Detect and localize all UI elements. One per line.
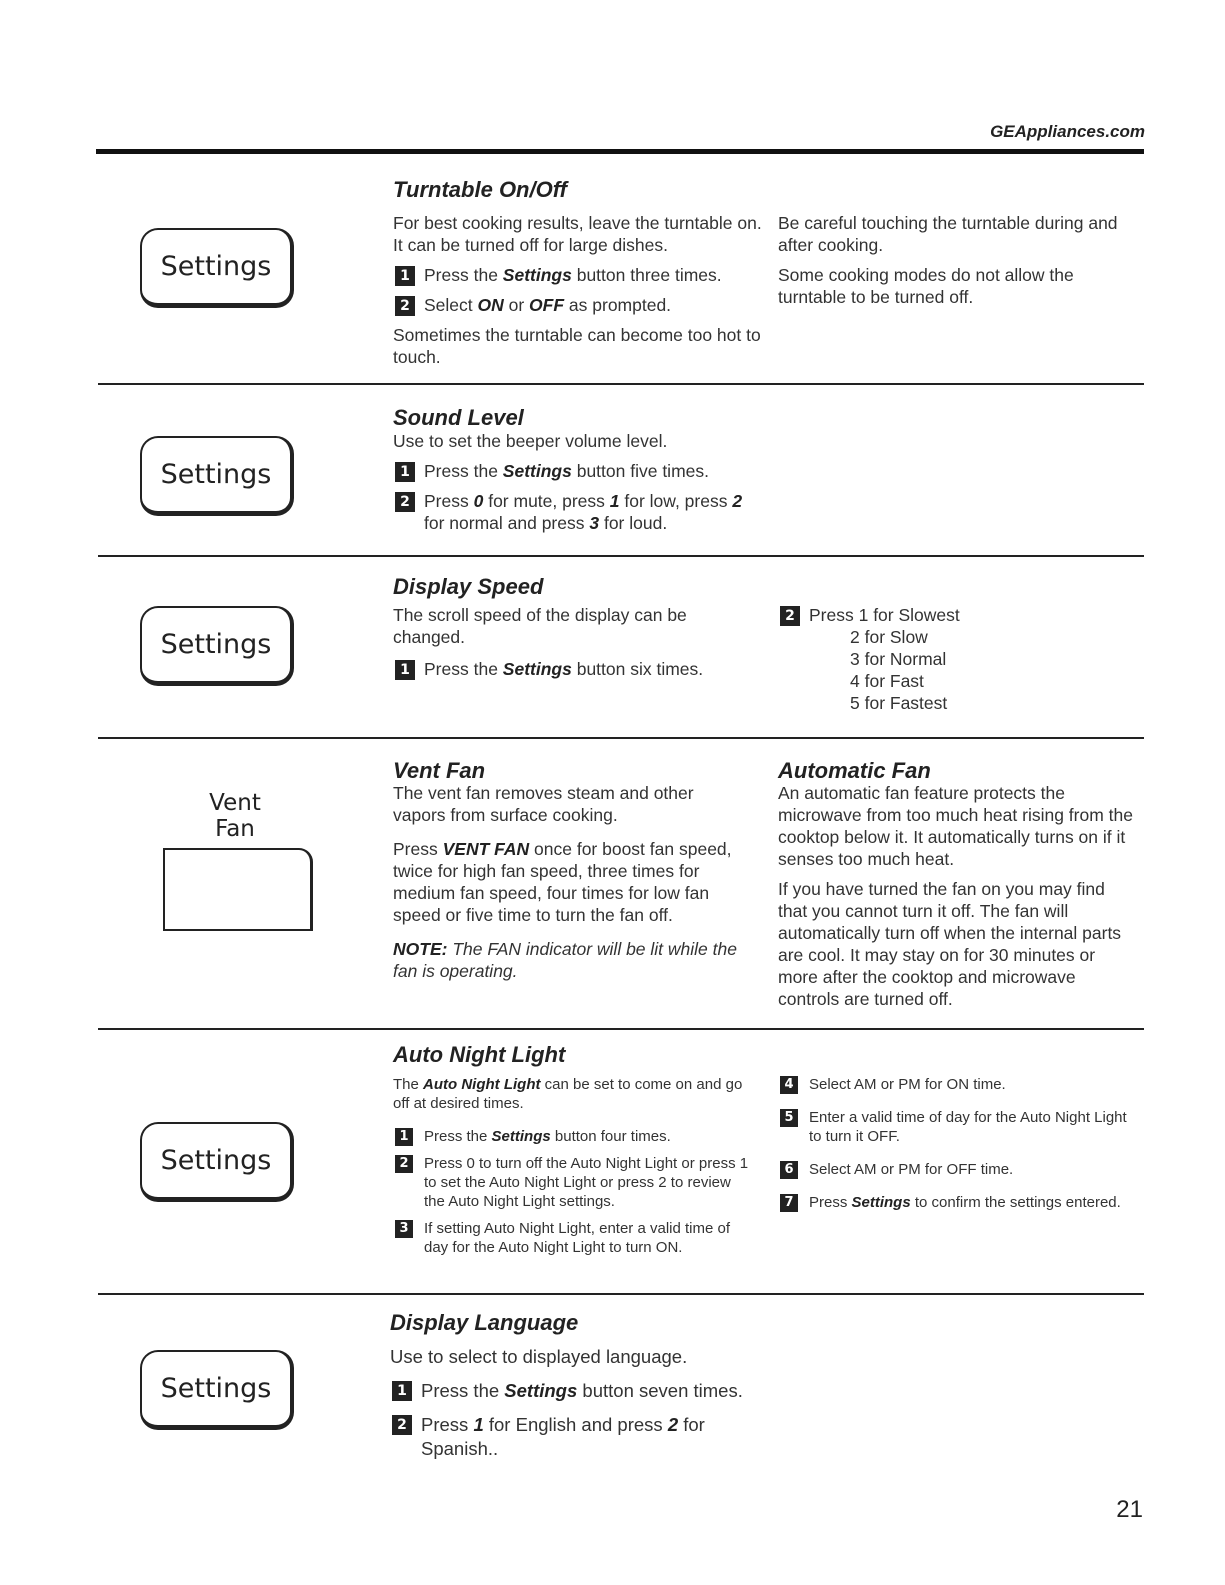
night-light-step-4: 4 Select AM or PM for ON time. <box>778 1075 1143 1094</box>
settings-button-label: Settings <box>160 251 272 282</box>
language-step-1: 1 Press the Settings button seven times. <box>390 1379 750 1403</box>
turntable-intro: For best cooking results, leave the turntable on. It can be turned off for large dishes. <box>393 213 762 255</box>
settings-button-language[interactable] <box>140 1350 294 1430</box>
vent-fan-note: NOTE: The FAN indicator will be lit while the fan is operating. <box>393 939 737 981</box>
step-number-2: 2 <box>395 492 415 512</box>
night-light-step-5: 5 Enter a valid time of day for the Auto Night Light to turn it OFF. <box>778 1108 1143 1146</box>
step-number-1: 1 <box>395 1128 413 1146</box>
vent-fan-label-line2: Fan <box>215 816 255 842</box>
night-light-step-7: 7 Press Settings to confirm the settings entered. <box>778 1193 1143 1212</box>
step-number-2: 2 <box>395 1155 413 1173</box>
settings-button-night-light[interactable] <box>140 1122 294 1202</box>
step-number-1: 1 <box>395 660 415 680</box>
settings-button-label: Settings <box>160 1145 272 1176</box>
section-divider <box>98 555 1144 557</box>
display-speed-right-text <box>778 604 1108 714</box>
page-number: 21 <box>1116 1496 1143 1523</box>
top-rule <box>96 149 1144 154</box>
language-step-2: 2 Press 1 for English and press 2 for Spanish.. <box>390 1413 750 1461</box>
step-number-6: 6 <box>780 1161 798 1179</box>
section-divider <box>98 737 1144 739</box>
step-number-2: 2 <box>780 606 800 626</box>
vent-fan-label <box>160 790 310 842</box>
display-speed-left-text <box>393 604 723 688</box>
turntable-caution: Be careful touching the turntable during and after cooking. <box>778 213 1118 255</box>
vent-fan-label-line1: Vent <box>209 790 261 816</box>
sound-step-1: 1 Press the Settings button five times. <box>393 460 763 482</box>
step-number-1: 1 <box>395 266 415 286</box>
settings-button-display-speed[interactable] <box>140 606 294 686</box>
night-light-step-3: 3 If setting Auto Night Light, enter a valid time of day for the Auto Night Light to turn ON. <box>393 1219 753 1257</box>
step-number-5: 5 <box>780 1109 798 1127</box>
vent-fan-title: Vent Fan <box>393 758 486 783</box>
language-intro: Use to select to displayed language. <box>390 1346 688 1367</box>
step-number-3: 3 <box>395 1220 413 1238</box>
step-number-4: 4 <box>780 1076 798 1094</box>
sound-text <box>393 430 763 542</box>
display-speed-step-2: 2 Press 1 for Slowest <box>778 604 1108 626</box>
turntable-modes-note: Some cooking modes do not allow the turntable to be turned off. <box>778 265 1074 307</box>
night-light-step-1: 1 Press the Settings button four times. <box>393 1127 753 1146</box>
display-speed-step-1: 1 Press the Settings button six times. <box>393 658 723 680</box>
settings-button-label: Settings <box>160 629 272 660</box>
sound-intro: Use to set the beeper volume level. <box>393 431 668 451</box>
sound-title: Sound Level <box>393 405 524 430</box>
turntable-step-1: 1 Press the Settings button three times. <box>393 264 763 286</box>
settings-button-label: Settings <box>160 459 272 490</box>
vent-fan-intro: The vent fan removes steam and other vapors from surface cooking. <box>393 783 694 825</box>
turntable-step-2: 2 Select ON or OFF as prompted. <box>393 294 763 316</box>
section-divider <box>98 1293 1144 1295</box>
speed-option: 5 for Fastest <box>850 693 948 713</box>
turntable-note: Sometimes the turntable can become too hot to touch. <box>393 325 761 367</box>
settings-button-sound[interactable] <box>140 436 294 516</box>
vent-fan-instructions: Press VENT FAN once for boost fan speed, twice for high fan speed, three times for medium fan speed, four times for low fan speed or five time to turn the fan off. <box>393 839 732 925</box>
display-speed-title: Display Speed <box>393 574 544 599</box>
step-number-1: 1 <box>392 1381 412 1401</box>
night-light-step-6: 6 Select AM or PM for OFF time. <box>778 1160 1143 1179</box>
vent-fan-text <box>393 782 748 990</box>
automatic-fan-p2: If you have turned the fan on you may find that you cannot turn it off. The fan will automatically turn off when the internal parts are cool. It may stay on for 30 minutes or more after the cooktop and microwave controls are turned off. <box>778 879 1122 1009</box>
automatic-fan-p1: An automatic fan feature protects the microwave from too much heat rising from the cooktop below it. It automatically turns on if it senses too much heat. <box>778 783 1133 869</box>
night-light-title: Auto Night Light <box>393 1042 566 1067</box>
turntable-title: Turntable On/Off <box>393 177 567 202</box>
night-light-step-2: 2 Press 0 to turn off the Auto Night Light or press 1 to set the Auto Night Light or press 2 to review the Auto Night Light settings. <box>393 1154 753 1211</box>
night-light-right-text <box>778 1075 1143 1220</box>
speed-option: 2 for Slow <box>850 627 928 647</box>
site-url[interactable]: GEAppliances.com <box>990 122 1145 141</box>
speed-option: 3 for Normal <box>850 649 947 669</box>
step-number-7: 7 <box>780 1194 798 1212</box>
language-text <box>390 1345 750 1469</box>
language-title: Display Language <box>390 1310 579 1335</box>
speed-options-list <box>778 626 1108 714</box>
turntable-right-text <box>778 212 1143 316</box>
turntable-left-text <box>393 212 763 376</box>
night-light-intro: The Auto Night Light can be set to come on and go off at desired times. <box>393 1076 743 1112</box>
settings-button-turntable[interactable] <box>140 228 294 308</box>
automatic-fan-title: Automatic Fan <box>778 758 931 783</box>
display-speed-intro: The scroll speed of the display can be changed. <box>393 605 687 647</box>
settings-button-label: Settings <box>160 1373 272 1404</box>
sound-step-2: 2 Press 0 for mute, press 1 for low, press 2 for normal and press 3 for loud. <box>393 490 763 534</box>
vent-fan-button[interactable] <box>163 848 313 931</box>
step-number-2: 2 <box>392 1415 412 1435</box>
automatic-fan-text <box>778 782 1138 1018</box>
section-divider <box>98 383 1144 385</box>
night-light-left-text <box>393 1075 753 1265</box>
step-number-2: 2 <box>395 296 415 316</box>
section-divider <box>98 1028 1144 1030</box>
speed-option: 4 for Fast <box>850 671 924 691</box>
step-number-1: 1 <box>395 462 415 482</box>
